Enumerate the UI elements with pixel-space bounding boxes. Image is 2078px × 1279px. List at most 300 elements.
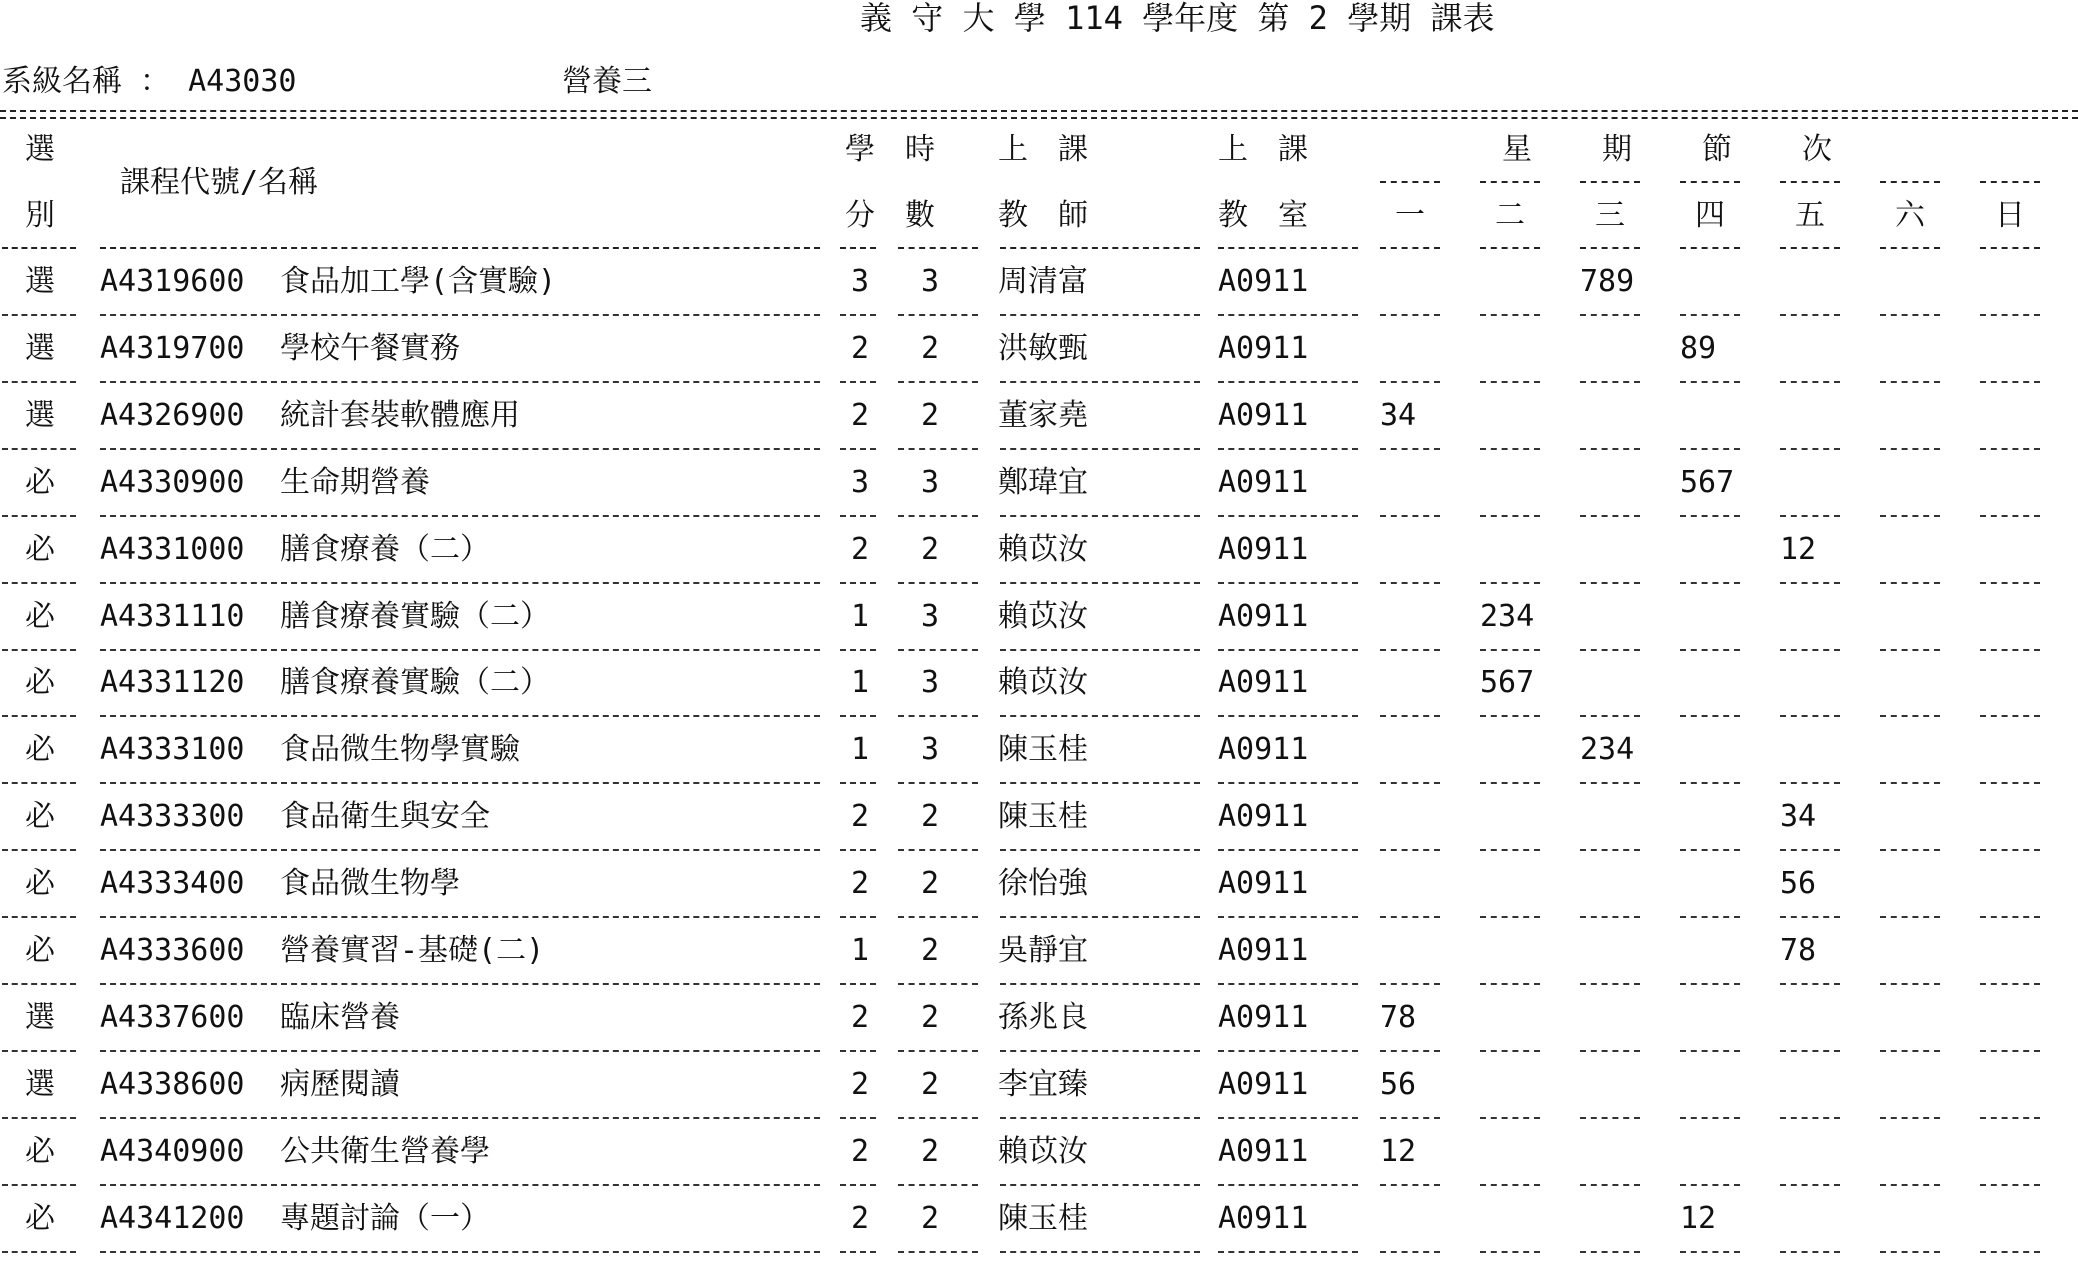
course-name: 病歷閱讀 bbox=[280, 1067, 400, 1102]
row-rule bbox=[1880, 515, 1940, 517]
course-name: 臨床營養 bbox=[280, 1000, 400, 1035]
course-teacher: 董家堯 bbox=[998, 398, 1088, 433]
row-rule bbox=[1580, 983, 1640, 985]
day-separator bbox=[1580, 181, 1640, 183]
row-rule bbox=[1780, 1184, 1840, 1186]
row-rule bbox=[1000, 916, 1200, 918]
course-room: A0911 bbox=[1218, 1067, 1309, 1102]
row-rule bbox=[840, 381, 876, 383]
row-rule bbox=[1380, 448, 1440, 450]
course-name: 學校午餐實務 bbox=[280, 331, 460, 366]
row-rule bbox=[1680, 381, 1740, 383]
header-type-bottom: 別 bbox=[25, 198, 55, 233]
day-separator bbox=[1480, 181, 1540, 183]
course-name: 膳食療養實驗（二） bbox=[280, 599, 550, 634]
row-rule bbox=[1218, 983, 1358, 985]
row-rule bbox=[1780, 515, 1840, 517]
course-hours: 3 bbox=[920, 599, 940, 634]
row-rule bbox=[840, 448, 876, 450]
row-rule bbox=[1380, 1184, 1440, 1186]
course-type: 選 bbox=[25, 264, 55, 299]
course-teacher: 周清富 bbox=[998, 264, 1088, 299]
course-name: 公共衛生營養學 bbox=[280, 1134, 490, 1169]
course-room: A0911 bbox=[1218, 599, 1309, 634]
course-credits: 2 bbox=[850, 1201, 870, 1236]
row-rule bbox=[898, 649, 978, 651]
row-rule bbox=[1680, 715, 1740, 717]
row-rule bbox=[100, 782, 820, 784]
row-rule bbox=[1000, 381, 1200, 383]
course-hours: 3 bbox=[920, 465, 940, 500]
column-rule bbox=[2, 247, 76, 249]
course-hours: 2 bbox=[920, 532, 940, 567]
row-rule bbox=[1580, 448, 1640, 450]
row-rule bbox=[1580, 314, 1640, 316]
row-rule bbox=[840, 649, 876, 651]
course-code: A4319600 bbox=[100, 264, 245, 299]
row-rule bbox=[1780, 1117, 1840, 1119]
slot-mon: 12 bbox=[1380, 1134, 1417, 1169]
row-rule bbox=[898, 448, 978, 450]
row-rule bbox=[1980, 1184, 2040, 1186]
header-week-char-3: 節 bbox=[1702, 132, 1732, 167]
row-rule bbox=[1218, 849, 1358, 851]
row-rule bbox=[1480, 849, 1540, 851]
row-rule bbox=[1680, 448, 1740, 450]
course-hours: 2 bbox=[920, 799, 940, 834]
row-rule bbox=[898, 916, 978, 918]
row-rule bbox=[2, 649, 76, 651]
row-rule bbox=[1218, 1050, 1358, 1052]
course-name: 營養實習-基礎(二) bbox=[280, 933, 545, 968]
course-code: A4338600 bbox=[100, 1067, 245, 1102]
course-hours: 3 bbox=[920, 732, 940, 767]
row-rule bbox=[1780, 782, 1840, 784]
row-rule bbox=[2, 448, 76, 450]
row-rule bbox=[1880, 916, 1940, 918]
row-rule bbox=[1680, 1050, 1740, 1052]
course-name: 食品微生物學實驗 bbox=[280, 732, 520, 767]
row-rule bbox=[1580, 849, 1640, 851]
row-rule bbox=[2, 1117, 76, 1119]
column-rule bbox=[1680, 247, 1740, 249]
row-rule bbox=[840, 515, 876, 517]
header-day-mon: 一 bbox=[1395, 198, 1425, 233]
course-credits: 2 bbox=[850, 1134, 870, 1169]
row-rule bbox=[840, 1050, 876, 1052]
row-rule bbox=[100, 715, 820, 717]
course-type: 必 bbox=[25, 1201, 55, 1236]
row-rule bbox=[2, 983, 76, 985]
course-credits: 1 bbox=[850, 933, 870, 968]
row-rule bbox=[1580, 782, 1640, 784]
row-rule bbox=[1480, 983, 1540, 985]
row-rule bbox=[898, 1117, 978, 1119]
slot-fri: 56 bbox=[1780, 866, 1817, 901]
row-rule bbox=[100, 448, 820, 450]
row-rule bbox=[898, 849, 978, 851]
row-rule bbox=[1480, 1117, 1540, 1119]
page-title: 義 守 大 學 114 學年度 第 2 學期 課表 bbox=[860, 0, 1495, 37]
row-rule bbox=[100, 515, 820, 517]
course-hours: 2 bbox=[920, 866, 940, 901]
slot-thu: 12 bbox=[1680, 1201, 1717, 1236]
row-rule bbox=[1980, 849, 2040, 851]
header-week-char-4: 次 bbox=[1802, 132, 1832, 167]
course-code: A4333100 bbox=[100, 732, 245, 767]
row-rule bbox=[840, 782, 876, 784]
row-rule bbox=[1880, 381, 1940, 383]
slot-fri: 34 bbox=[1780, 799, 1817, 834]
course-code: A4340900 bbox=[100, 1134, 245, 1169]
row-rule bbox=[1780, 448, 1840, 450]
column-rule bbox=[1580, 247, 1640, 249]
row-rule bbox=[898, 983, 978, 985]
course-credits: 2 bbox=[850, 1067, 870, 1102]
header-hours-top: 時 bbox=[905, 132, 935, 167]
row-rule bbox=[840, 849, 876, 851]
row-rule bbox=[1380, 1050, 1440, 1052]
course-name: 食品微生物學 bbox=[280, 866, 460, 901]
course-teacher: 徐怡強 bbox=[998, 866, 1088, 901]
row-rule bbox=[1780, 381, 1840, 383]
row-rule bbox=[1480, 1251, 1540, 1253]
row-rule bbox=[1880, 1050, 1940, 1052]
course-teacher: 鄭瑋宜 bbox=[998, 465, 1088, 500]
course-type: 必 bbox=[25, 665, 55, 700]
row-rule bbox=[1680, 582, 1740, 584]
course-name: 食品衛生與安全 bbox=[280, 799, 490, 834]
row-rule bbox=[1680, 1117, 1740, 1119]
row-rule bbox=[2, 916, 76, 918]
header-teacher-top: 上 課 bbox=[998, 132, 1088, 167]
row-rule bbox=[2, 314, 76, 316]
column-rule bbox=[1480, 247, 1540, 249]
row-rule bbox=[1680, 849, 1740, 851]
header-course: 課程代號/名稱 bbox=[120, 165, 319, 200]
row-rule bbox=[1480, 782, 1540, 784]
row-rule bbox=[840, 916, 876, 918]
row-rule bbox=[1680, 649, 1740, 651]
row-rule bbox=[840, 715, 876, 717]
row-rule bbox=[1580, 515, 1640, 517]
row-rule bbox=[1780, 1251, 1840, 1253]
course-credits: 3 bbox=[850, 264, 870, 299]
row-rule bbox=[898, 1251, 978, 1253]
row-rule bbox=[1000, 1117, 1200, 1119]
row-rule bbox=[1218, 1184, 1358, 1186]
column-rule bbox=[1880, 247, 1940, 249]
row-rule bbox=[1680, 314, 1740, 316]
row-rule bbox=[840, 1117, 876, 1119]
course-credits: 2 bbox=[850, 532, 870, 567]
row-rule bbox=[840, 1251, 876, 1253]
row-rule bbox=[1480, 916, 1540, 918]
course-credits: 2 bbox=[850, 866, 870, 901]
course-credits: 1 bbox=[850, 665, 870, 700]
row-rule bbox=[1580, 916, 1640, 918]
course-type: 必 bbox=[25, 732, 55, 767]
course-type: 選 bbox=[25, 1067, 55, 1102]
row-rule bbox=[2, 782, 76, 784]
row-rule bbox=[898, 515, 978, 517]
row-rule bbox=[1980, 515, 2040, 517]
row-rule bbox=[100, 1050, 820, 1052]
row-rule bbox=[898, 582, 978, 584]
row-rule bbox=[1480, 649, 1540, 651]
course-name: 生命期營養 bbox=[280, 465, 430, 500]
row-rule bbox=[100, 649, 820, 651]
row-rule bbox=[840, 582, 876, 584]
row-rule bbox=[1218, 515, 1358, 517]
row-rule bbox=[1000, 782, 1200, 784]
course-code: A4319700 bbox=[100, 331, 245, 366]
row-rule bbox=[1380, 582, 1440, 584]
course-code: A4333400 bbox=[100, 866, 245, 901]
header-day-sat: 六 bbox=[1895, 198, 1925, 233]
course-code: A4326900 bbox=[100, 398, 245, 433]
row-rule bbox=[1380, 849, 1440, 851]
row-rule bbox=[100, 983, 820, 985]
slot-thu: 89 bbox=[1680, 331, 1717, 366]
row-rule bbox=[1218, 1117, 1358, 1119]
course-room: A0911 bbox=[1218, 732, 1309, 767]
course-type: 必 bbox=[25, 1134, 55, 1169]
row-rule bbox=[898, 1184, 978, 1186]
course-credits: 1 bbox=[850, 599, 870, 634]
row-rule bbox=[1580, 1117, 1640, 1119]
row-rule bbox=[898, 782, 978, 784]
row-rule bbox=[1980, 715, 2040, 717]
row-rule bbox=[2, 715, 76, 717]
header-room-bottom: 教 室 bbox=[1218, 198, 1308, 233]
row-rule bbox=[1680, 782, 1740, 784]
row-rule bbox=[1980, 649, 2040, 651]
row-rule bbox=[1000, 582, 1200, 584]
row-rule bbox=[1380, 649, 1440, 651]
row-rule bbox=[1380, 1117, 1440, 1119]
course-name: 專題討論（一） bbox=[280, 1201, 490, 1236]
header-credits-bottom: 分 bbox=[845, 198, 875, 233]
row-rule bbox=[1580, 649, 1640, 651]
row-rule bbox=[1780, 916, 1840, 918]
course-hours: 3 bbox=[920, 264, 940, 299]
row-rule bbox=[1380, 1251, 1440, 1253]
day-separator bbox=[1680, 181, 1740, 183]
row-rule bbox=[1480, 1050, 1540, 1052]
course-hours: 2 bbox=[920, 1000, 940, 1035]
day-separator bbox=[1780, 181, 1840, 183]
row-rule bbox=[1000, 314, 1200, 316]
header-teacher-bottom: 教 師 bbox=[998, 198, 1088, 233]
course-teacher: 陳玉桂 bbox=[998, 799, 1088, 834]
course-name: 膳食療養實驗（二） bbox=[280, 665, 550, 700]
row-rule bbox=[1680, 983, 1740, 985]
row-rule bbox=[1780, 983, 1840, 985]
class-name: 營養三 bbox=[562, 64, 652, 99]
row-rule bbox=[1780, 849, 1840, 851]
row-rule bbox=[1980, 448, 2040, 450]
header-day-tue: 二 bbox=[1495, 198, 1525, 233]
course-teacher: 陳玉桂 bbox=[998, 732, 1088, 767]
row-rule bbox=[1218, 782, 1358, 784]
course-type: 必 bbox=[25, 933, 55, 968]
course-teacher: 洪敏甄 bbox=[998, 331, 1088, 366]
row-rule bbox=[1380, 381, 1440, 383]
course-room: A0911 bbox=[1218, 799, 1309, 834]
course-teacher: 賴苡汝 bbox=[998, 1134, 1088, 1169]
row-rule bbox=[1218, 381, 1358, 383]
slot-mon: 34 bbox=[1380, 398, 1417, 433]
course-hours: 3 bbox=[920, 665, 940, 700]
row-rule bbox=[1000, 1184, 1200, 1186]
course-name: 膳食療養（二） bbox=[280, 532, 490, 567]
row-rule bbox=[100, 314, 820, 316]
row-rule bbox=[1000, 715, 1200, 717]
row-rule bbox=[100, 1184, 820, 1186]
course-hours: 2 bbox=[920, 1134, 940, 1169]
row-rule bbox=[1218, 582, 1358, 584]
slot-mon: 78 bbox=[1380, 1000, 1417, 1035]
row-rule bbox=[2, 381, 76, 383]
header-day-thu: 四 bbox=[1695, 198, 1725, 233]
row-rule bbox=[1000, 515, 1200, 517]
row-rule bbox=[1480, 314, 1540, 316]
row-rule bbox=[100, 1251, 820, 1253]
row-rule bbox=[1680, 916, 1740, 918]
row-rule bbox=[1000, 1251, 1200, 1253]
header-type-top: 選 bbox=[25, 132, 55, 167]
row-rule bbox=[1780, 314, 1840, 316]
course-room: A0911 bbox=[1218, 532, 1309, 567]
row-rule bbox=[1218, 649, 1358, 651]
row-rule bbox=[1780, 1050, 1840, 1052]
course-type: 必 bbox=[25, 866, 55, 901]
course-room: A0911 bbox=[1218, 1201, 1309, 1236]
column-rule bbox=[898, 247, 978, 249]
column-rule bbox=[1218, 247, 1358, 249]
slot-fri: 78 bbox=[1780, 933, 1817, 968]
course-teacher: 賴苡汝 bbox=[998, 599, 1088, 634]
row-rule bbox=[1980, 582, 2040, 584]
row-rule bbox=[898, 1050, 978, 1052]
row-rule bbox=[1000, 1050, 1200, 1052]
course-type: 必 bbox=[25, 799, 55, 834]
row-rule bbox=[1980, 381, 2040, 383]
course-code: A4331110 bbox=[100, 599, 245, 634]
course-type: 選 bbox=[25, 331, 55, 366]
course-room: A0911 bbox=[1218, 264, 1309, 299]
header-room-top: 上 課 bbox=[1218, 132, 1308, 167]
row-rule bbox=[1580, 1184, 1640, 1186]
column-rule bbox=[1380, 247, 1440, 249]
slot-fri: 12 bbox=[1780, 532, 1817, 567]
course-hours: 2 bbox=[920, 398, 940, 433]
slot-tue: 234 bbox=[1480, 599, 1535, 634]
row-rule bbox=[1000, 649, 1200, 651]
course-room: A0911 bbox=[1218, 1000, 1309, 1035]
row-rule bbox=[1580, 1050, 1640, 1052]
row-rule bbox=[1880, 1117, 1940, 1119]
day-separator bbox=[1380, 181, 1440, 183]
course-code: A4331000 bbox=[100, 532, 245, 567]
row-rule bbox=[100, 849, 820, 851]
row-rule bbox=[1980, 1117, 2040, 1119]
slot-thu: 567 bbox=[1680, 465, 1735, 500]
row-rule bbox=[1380, 782, 1440, 784]
course-type: 選 bbox=[25, 1000, 55, 1035]
course-credits: 3 bbox=[850, 465, 870, 500]
row-rule bbox=[1980, 782, 2040, 784]
row-rule bbox=[898, 314, 978, 316]
row-rule bbox=[840, 983, 876, 985]
row-rule bbox=[898, 381, 978, 383]
header-week-char-1: 星 bbox=[1502, 132, 1532, 167]
row-rule bbox=[1880, 1184, 1940, 1186]
header-hours-bottom: 數 bbox=[905, 198, 935, 233]
column-rule bbox=[100, 247, 820, 249]
row-rule bbox=[1880, 715, 1940, 717]
row-rule bbox=[1480, 381, 1540, 383]
course-room: A0911 bbox=[1218, 398, 1309, 433]
row-rule bbox=[1980, 1050, 2040, 1052]
row-rule bbox=[2, 582, 76, 584]
row-rule bbox=[1218, 448, 1358, 450]
slot-tue: 567 bbox=[1480, 665, 1535, 700]
course-credits: 1 bbox=[850, 732, 870, 767]
header-week-char-2: 期 bbox=[1602, 132, 1632, 167]
row-rule bbox=[898, 715, 978, 717]
header-credits-top: 學 bbox=[845, 132, 875, 167]
row-rule bbox=[840, 1184, 876, 1186]
column-rule bbox=[1980, 247, 2040, 249]
course-code: A4333600 bbox=[100, 933, 245, 968]
course-room: A0911 bbox=[1218, 331, 1309, 366]
row-rule bbox=[1580, 715, 1640, 717]
course-name: 食品加工學(含實驗) bbox=[280, 264, 557, 299]
row-rule bbox=[1780, 582, 1840, 584]
course-room: A0911 bbox=[1218, 933, 1309, 968]
department-label: 系級名稱 ： A43030 bbox=[2, 64, 297, 99]
course-room: A0911 bbox=[1218, 665, 1309, 700]
row-rule bbox=[100, 1117, 820, 1119]
row-rule bbox=[1980, 314, 2040, 316]
day-separator bbox=[1980, 181, 2040, 183]
row-rule bbox=[2, 1251, 76, 1253]
column-rule bbox=[1000, 247, 1200, 249]
header-separator bbox=[0, 110, 2078, 119]
row-rule bbox=[1680, 1251, 1740, 1253]
row-rule bbox=[1980, 983, 2040, 985]
row-rule bbox=[1480, 582, 1540, 584]
row-rule bbox=[1580, 582, 1640, 584]
row-rule bbox=[1480, 1184, 1540, 1186]
row-rule bbox=[1880, 983, 1940, 985]
row-rule bbox=[1000, 849, 1200, 851]
course-hours: 2 bbox=[920, 331, 940, 366]
row-rule bbox=[2, 1050, 76, 1052]
slot-wed: 789 bbox=[1580, 264, 1635, 299]
row-rule bbox=[1780, 715, 1840, 717]
course-code: A4333300 bbox=[100, 799, 245, 834]
course-hours: 2 bbox=[920, 933, 940, 968]
row-rule bbox=[2, 515, 76, 517]
row-rule bbox=[1580, 381, 1640, 383]
row-rule bbox=[1480, 448, 1540, 450]
row-rule bbox=[1980, 916, 2040, 918]
row-rule bbox=[1880, 849, 1940, 851]
course-teacher: 孫兆良 bbox=[998, 1000, 1088, 1035]
